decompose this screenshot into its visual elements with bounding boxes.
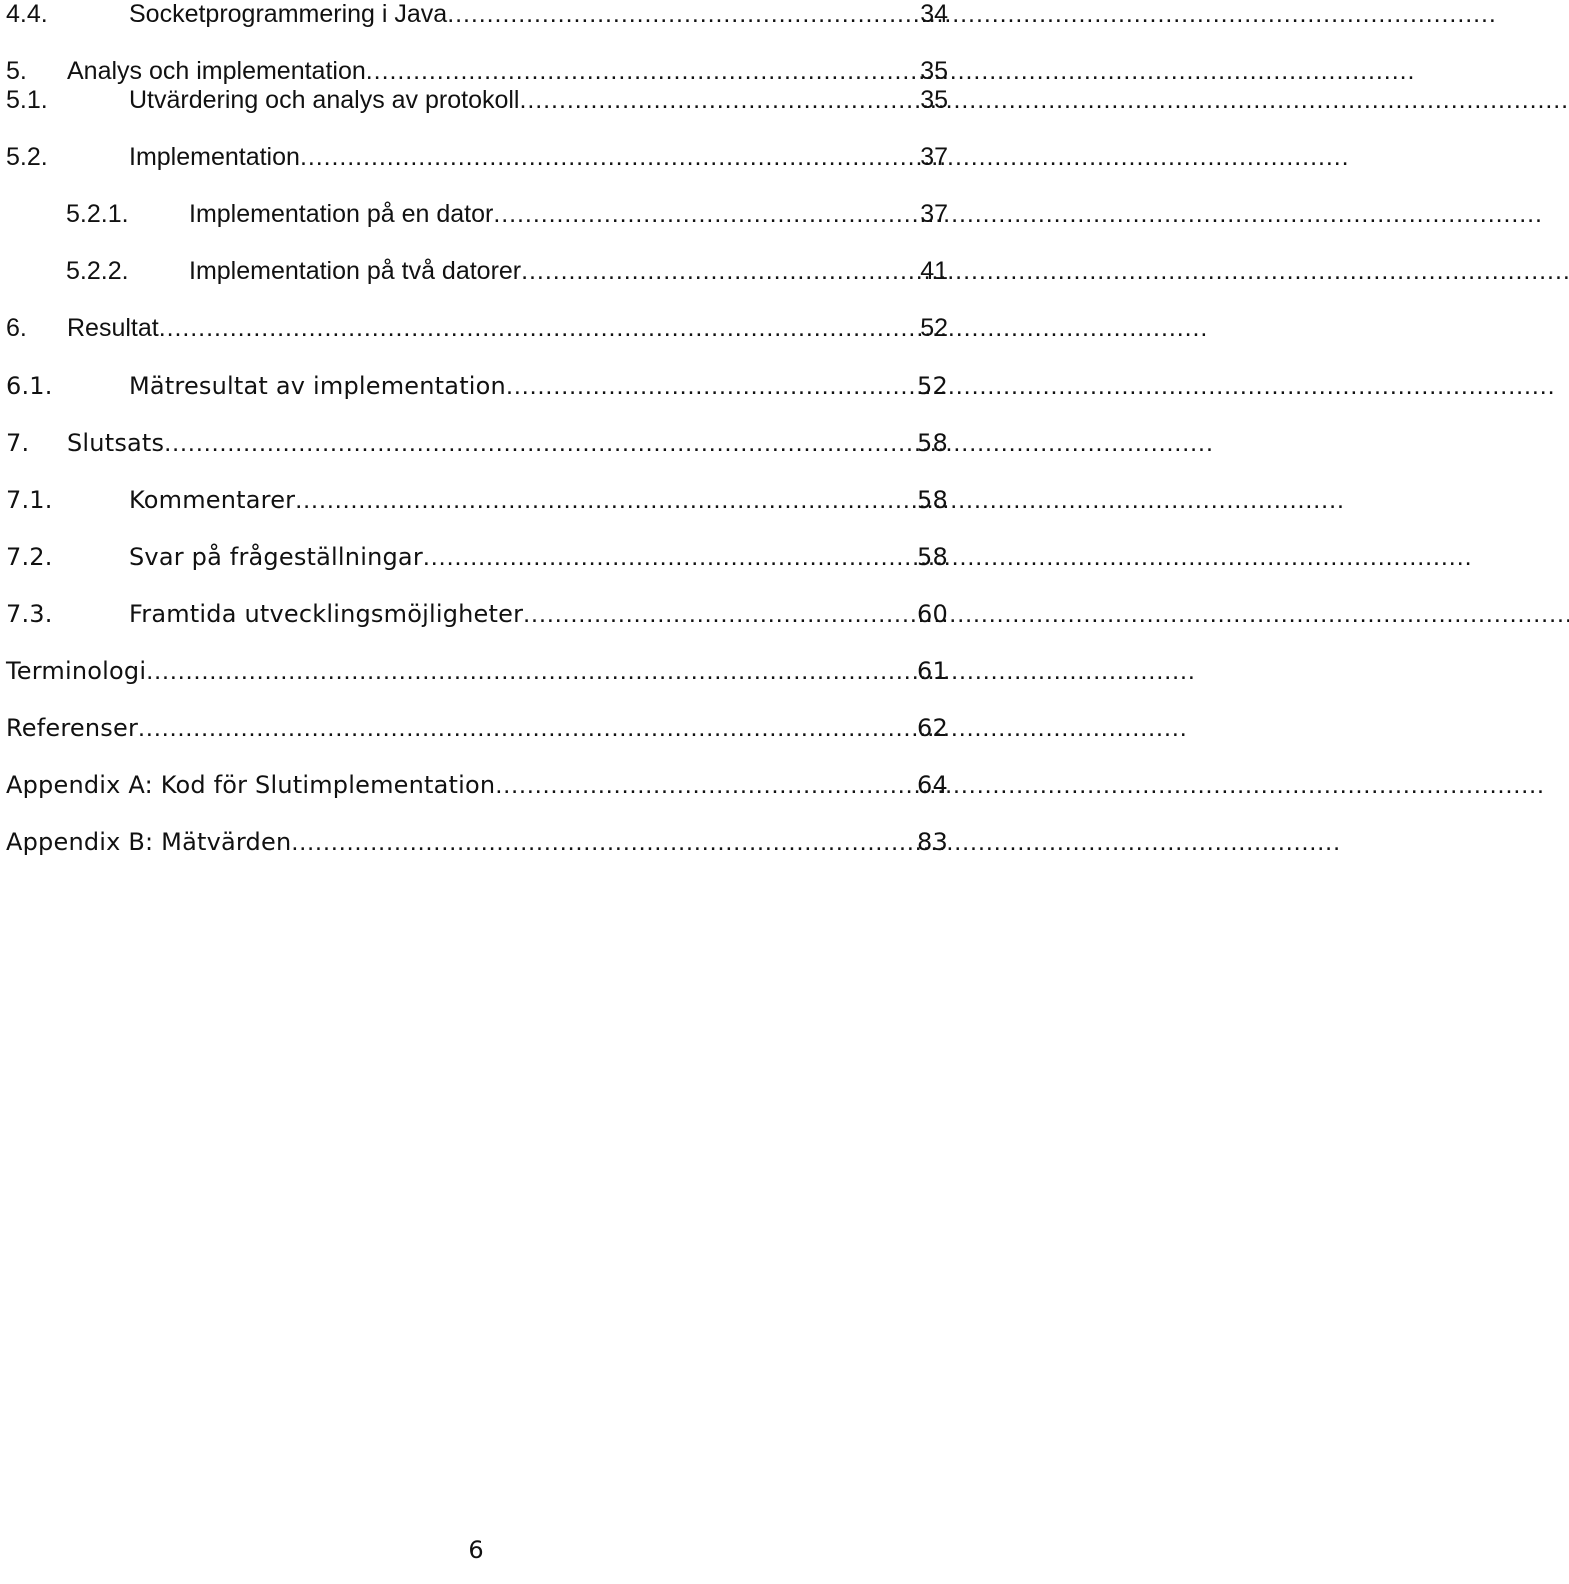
toc-entry-page: 37 xyxy=(920,200,948,228)
toc-entry-title: Resultat xyxy=(67,314,159,342)
toc-entry-number: 4.4. xyxy=(6,0,48,28)
toc-entry-number: 7.3. xyxy=(6,600,53,628)
toc-entry[interactable] xyxy=(6,537,948,577)
toc-entry-title: Mätresultat av implementation xyxy=(129,372,506,400)
toc-entry[interactable] xyxy=(66,251,948,291)
toc-entry-page: 60 xyxy=(917,600,948,628)
toc-entry-number: 5.1. xyxy=(6,86,48,114)
toc-dot-leader xyxy=(447,0,918,34)
toc-entry[interactable] xyxy=(6,0,948,34)
toc-dot-leader xyxy=(291,822,915,862)
toc-entry-page: 34 xyxy=(920,0,948,28)
toc-entry[interactable] xyxy=(6,423,948,463)
toc-entry[interactable] xyxy=(6,480,948,520)
toc-entry-page: 52 xyxy=(917,372,948,400)
toc-entry-number: 5.2.1. xyxy=(66,200,129,228)
toc-entry-number: 6.1. xyxy=(6,372,53,400)
toc-entry-page: 37 xyxy=(920,143,948,171)
toc-entry-page: 52 xyxy=(920,314,948,342)
toc-dot-leader xyxy=(138,708,915,748)
toc-entry-page: 61 xyxy=(917,657,948,685)
toc-entry-number: 7.1. xyxy=(6,486,53,514)
toc-entry[interactable] xyxy=(6,708,948,748)
toc-entry-title: Implementation på två datorer xyxy=(189,257,522,285)
toc-entry-title: Appendix A: Kod för Slutimplementation xyxy=(6,771,496,799)
toc-dot-leader xyxy=(495,765,915,805)
toc-entry-title: Kommentarer xyxy=(129,486,296,514)
toc-dot-leader xyxy=(506,366,915,406)
toc-entry[interactable] xyxy=(6,80,948,120)
toc-entry[interactable] xyxy=(6,366,948,406)
toc-entry[interactable] xyxy=(6,765,948,805)
toc-entry-title: Terminologi xyxy=(6,657,147,685)
toc-entry-page: 58 xyxy=(917,429,948,457)
toc-entry[interactable] xyxy=(6,822,948,862)
toc-entry[interactable] xyxy=(6,594,948,634)
toc-entry-number: 6. xyxy=(6,314,27,342)
toc-entry[interactable] xyxy=(66,194,948,234)
toc-dot-leader xyxy=(300,137,918,177)
toc-entry[interactable] xyxy=(6,137,948,177)
toc-entry-number: 7.2. xyxy=(6,543,53,571)
toc-entry-number: 5.2. xyxy=(6,143,48,171)
toc-entry[interactable] xyxy=(6,308,948,348)
toc-dot-leader xyxy=(523,594,915,634)
toc-entry-page: 41 xyxy=(920,257,948,285)
toc-entry-title: Framtida utvecklingsmöjligheter xyxy=(129,600,524,628)
toc-dot-leader xyxy=(521,251,918,291)
toc-entry-title: Utvärdering och analys av protokoll xyxy=(129,86,520,114)
toc-dot-leader xyxy=(295,480,915,520)
toc-entry-title: Implementation xyxy=(129,143,300,171)
toc-entry-number: 5. xyxy=(6,57,27,85)
toc-dot-leader xyxy=(146,651,915,691)
toc-entry-title: Svar på frågeställningar xyxy=(129,543,423,571)
toc-dot-leader xyxy=(159,308,918,348)
toc-entry-number: 7. xyxy=(6,429,30,457)
toc-entry-title: Referenser xyxy=(6,714,139,742)
toc-entry-title: Analys och implementation xyxy=(67,57,366,85)
toc-entry-page: 35 xyxy=(920,86,948,114)
toc-dot-leader xyxy=(519,80,918,120)
toc-dot-leader xyxy=(164,423,915,463)
toc-entry-page: 62 xyxy=(917,714,948,742)
toc-dot-leader xyxy=(423,537,915,577)
toc-entry-page: 64 xyxy=(917,771,948,799)
toc-entry-title: Socketprogrammering i Java xyxy=(129,0,448,28)
toc-entry-title: Implementation på en dator xyxy=(189,200,494,228)
toc-entry-page: 58 xyxy=(917,486,948,514)
toc-entry-number: 5.2.2. xyxy=(66,257,129,285)
toc-entry-page: 35 xyxy=(920,57,948,85)
toc-entry-title: Slutsats xyxy=(67,429,165,457)
toc-entry-page: 83 xyxy=(917,828,948,856)
page-number: 6 xyxy=(468,1536,484,1564)
toc-entry-page: 58 xyxy=(917,543,948,571)
toc-entry[interactable] xyxy=(6,651,948,691)
toc-entry-title: Appendix B: Mätvärden xyxy=(6,828,292,856)
toc-dot-leader xyxy=(493,194,918,234)
